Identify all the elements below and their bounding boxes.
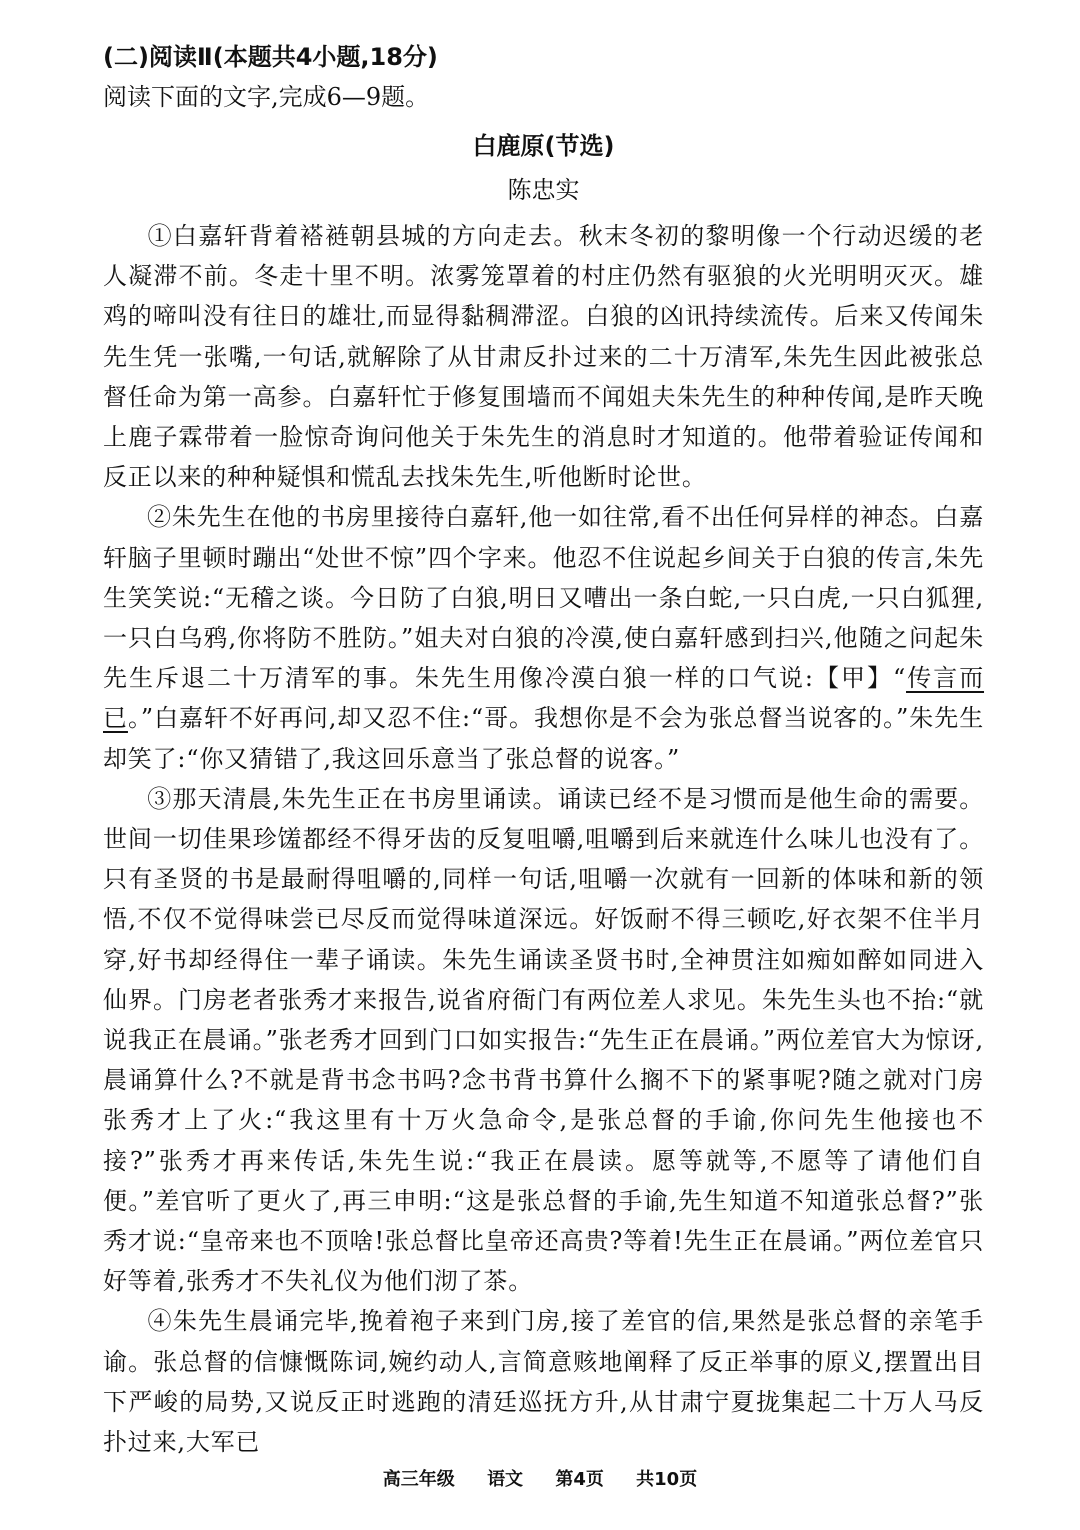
footer-total-pages: 共10页 xyxy=(636,1469,698,1490)
footer-subject: 语文 xyxy=(487,1469,524,1490)
paragraph-3 xyxy=(103,779,984,1302)
underlined-phrase: 传言而已 xyxy=(103,664,985,733)
paragraph-2-text-before: ②朱先生在他的书房里接待白嘉轩,他一如往常,看不出任何异样的神态。白嘉轩脑子里顿时蹦出“处世不惊”四个字来。他忍不住说起乡间关于白狼的传言,朱先生笑笑说:“无稽之谈。今日防了白狼,明日又嘈出一条白蛇,一只白虎,一只白狐狸,一只白乌鸦,你将防不胜防。”姐夫对白狼的冷漠,使白嘉轩感到扫兴,他随之问起朱先生斥退二十万清军的事。朱先生用像冷漠白狼一样的口气说:【甲】“ xyxy=(103,503,984,693)
paragraph-4 xyxy=(103,1301,984,1462)
paragraph-1 xyxy=(103,216,984,497)
footer-page-number: 第4页 xyxy=(555,1469,604,1490)
paragraph-2 xyxy=(103,497,984,778)
paragraph-3-text: ③那天清晨,朱先生正在书房里诵读。诵读已经不是习惯而是他生命的需要。世间一切佳果珍馐都经不得牙齿的反复咀嚼,咀嚼到后来就连什么味儿也没有了。只有圣贤的书是最耐得咀嚼的,同样一句话,咀嚼一次就有一回新的体味和新的领悟,不仅不觉得味尝已尽反而觉得味道深远。好饭耐不得三顿吃,好衣架不住半月穿,好书却经得住一辈子诵读。朱先生诵读圣贤书时,全神贯注如痴如醉如同进入仙界。门房老者张秀才来报告,说省府衙门有两位差人求见。朱先生头也不抬:“就说我正在晨诵。”张老秀才回到门口如实报告:“先生正在晨诵。”两位差官大为惊讶,晨诵算什么?不就是背书念书吗?念书背书算什么搁不下的紧事呢?随之就对门房张秀才上了火:“我这里有十万火急命令,是张总督的手谕,你问先生他接也不接?”张秀才再来传话,朱先生说:“我正在晨读。愿等就等,不愿等了请他们自便。”差官听了更火了,再三申明:“这是张总督的手谕,先生知道不知道张总督?”张秀才说:“皇帝来也不顶啥!张总督比皇帝还高贵?等着!先生正在晨诵。”两位差官只好等着,张秀才不失礼仪为他们沏了茶。 xyxy=(103,784,984,1296)
page-footer xyxy=(0,1465,1080,1491)
reading-instruction: 阅读下面的文字,完成6—9题。 xyxy=(103,83,430,111)
paragraph-4-text: ④朱先生晨诵完毕,挽着袍子来到门房,接了差官的信,果然是张总督的亲笔手谕。张总督的信慷慨陈词,婉约动人,言简意赅地阐释了反正举事的原义,摆置出目下严峻的局势,又说反正时逃跑的清廷巡抚方升,从甘肃宁夏拢集起二十万人马反扑过来,大军已 xyxy=(103,1307,984,1457)
paragraph-2-text-after: 。”白嘉轩不好再问,却又忍不住:“哥。我想你是不会为张总督当说客的。”朱先生却笑了:“你又猜错了,我这回乐意当了张总督的说客。” xyxy=(103,704,984,773)
article-author: 陈忠实 xyxy=(507,176,580,204)
section-title: (二)阅读Ⅱ(本题共4小题,18分) xyxy=(103,43,438,71)
paragraph-1-text: ①白嘉轩背着褡裢朝县城的方向走去。秋末冬初的黎明像一个行动迟缓的老人凝滞不前。冬走十里不明。浓雾笼罩着的村庄仍然有驱狼的火光明明灭灭。雄鸡的啼叫没有往日的雄壮,而显得黏稠滞涩。白狼的凶讯持续流传。后来又传闻朱先生凭一张嘴,一句话,就解除了从甘肃反扑过来的二十万清军,朱先生因此被张总督任命为第一高参。白嘉轩忙于修复围墙而不闻姐夫朱先生的种种传闻,是昨天晚上鹿子霖带着一脸惊奇询问他关于朱先生的消息时才知道的。他带着验证传闻和反正以来的种种疑惧和慌乱去找朱先生,听他断时论世。 xyxy=(103,222,984,492)
article-title: 白鹿原(节选) xyxy=(472,132,615,160)
footer-grade: 高三年级 xyxy=(382,1469,455,1490)
